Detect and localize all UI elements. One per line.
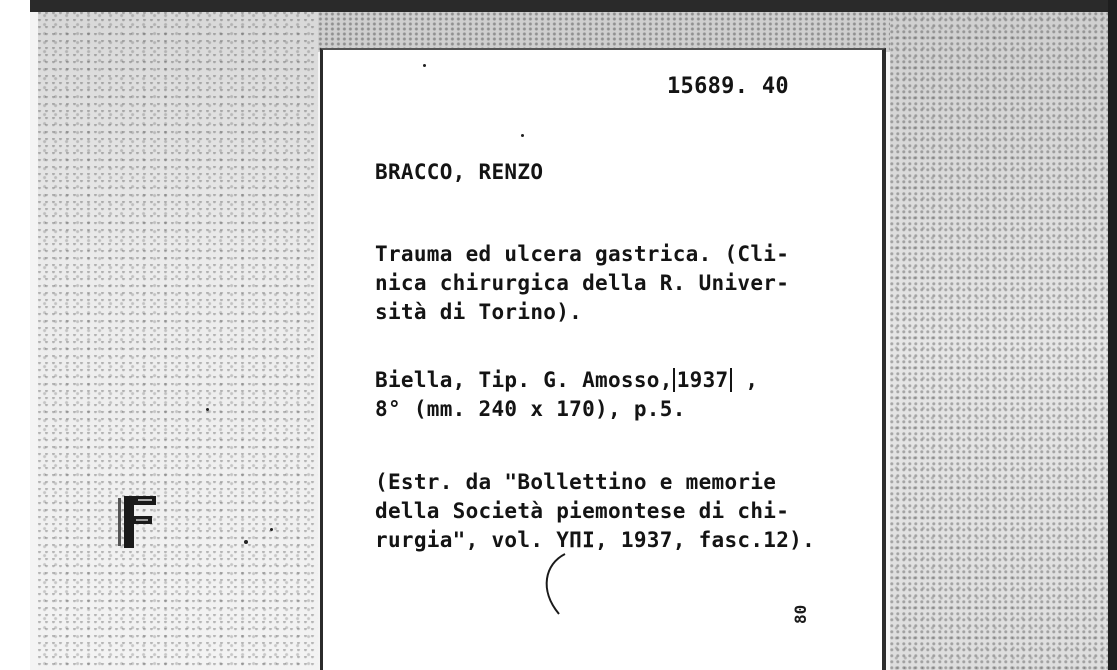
catalog-card	[320, 48, 886, 670]
title-line: Trauma ed ulcera gastrica. (Cli-	[375, 242, 790, 266]
speck	[270, 528, 273, 531]
background-right	[890, 12, 1108, 670]
speck	[244, 540, 248, 544]
series-note	[375, 468, 815, 555]
imprint-place-publisher: Biella, Tip. G. Amosso,	[375, 368, 673, 392]
speck	[521, 134, 524, 137]
background-left	[38, 12, 318, 670]
imprint-statement	[375, 366, 758, 424]
series-line: rurgia", vol. ΥΠΙ, 1937, fasc.12).	[375, 528, 816, 552]
background-top	[318, 12, 890, 52]
series-line: (Estr. da "Bollettino e memorie	[375, 470, 777, 494]
title-line: sità di Torino).	[375, 300, 583, 324]
handwritten-mark	[535, 550, 575, 620]
side-mark: 80	[791, 604, 810, 624]
stamp-f-icon	[116, 492, 160, 552]
call-number: 15689. 40	[667, 74, 789, 99]
author-heading: BRACCO, RENZO	[375, 160, 544, 184]
scan-right-border	[1108, 0, 1117, 670]
speck	[423, 64, 426, 67]
physical-description: 8° (mm. 240 x 170), p.5.	[375, 397, 686, 421]
scan-top-border	[30, 0, 1117, 12]
imprint-punctuation: ,	[732, 368, 759, 392]
series-line: della Società piemontese di chi-	[375, 499, 790, 523]
title-line: nica chirurgica della R. Univer-	[375, 271, 790, 295]
scan-left-margin	[0, 0, 30, 670]
imprint-date: 1937	[673, 368, 733, 392]
speck	[206, 408, 209, 411]
title-statement	[375, 240, 789, 327]
